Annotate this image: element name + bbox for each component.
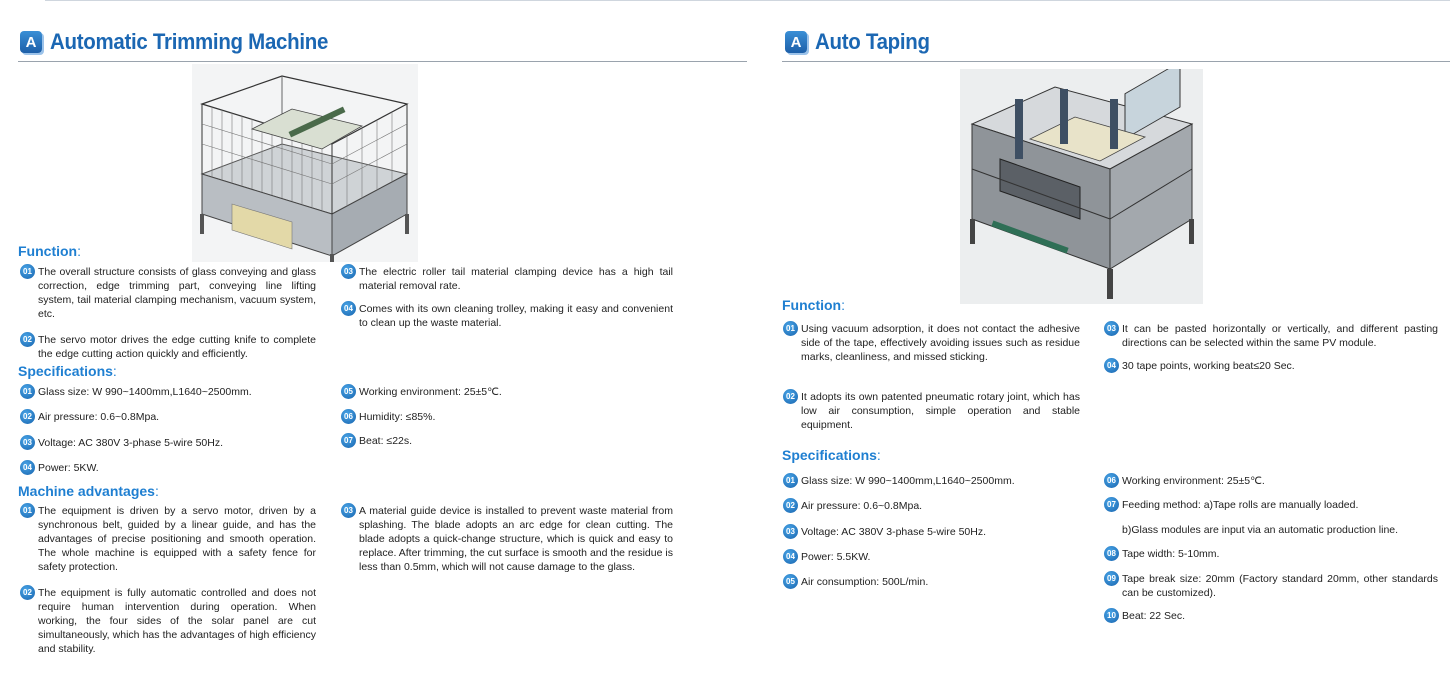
taping-title: Auto Taping [815, 29, 930, 54]
spec-item: 06 Humidity: ≤85%. [341, 410, 641, 424]
title-rule [782, 61, 1450, 62]
spec-item: 02 Air pressure: 0.6~0.8Mpa. [20, 410, 320, 424]
trimming-machine-image [192, 64, 418, 262]
spec-item: 10 Beat: 22 Sec. [1104, 609, 1438, 623]
title-rule [18, 61, 747, 62]
number-icon: 05 [783, 574, 798, 589]
list-item: 01 The equipment is driven by a servo motor, driven by a synchronous belt, guided by a linear guide, and has the advantages of precise positioning and smooth operation. The whole machine is equipped with a safety fence for safety protection. [20, 504, 316, 574]
number-icon: 02 [783, 389, 798, 404]
number-icon: 01 [20, 503, 35, 518]
spec-item: 04 Power: 5KW. [20, 461, 320, 475]
list-item: 02 It adopts its own patented pneumatic rotary joint, which has low air consumption, simple operation and stable equipment. [783, 390, 1080, 432]
function-heading: Function: [18, 243, 81, 259]
number-icon: 04 [341, 301, 356, 316]
top-border [45, 0, 1450, 1]
spec-item: 03 Voltage: AC 380V 3-phase 5-wire 50Hz. [20, 436, 320, 450]
list-item: 01 The overall structure consists of glass conveying and glass correction, edge trimming part, conveying line lifting system, tail material clamping mechanism, vacuum system, etc. [20, 265, 316, 321]
list-item: 03 A material guide device is installed to prevent waste material from splashing. The blade adopts an arc edge for clean cutting. The blade adopts a quick-change structure, which is quick and easy to replace. After trimming, the cut surface is smooth and the residue is less than 0.5mm, which will not cause damage to the glass. [341, 504, 673, 574]
list-item: 03 The electric roller tail material clamping device has a high tail material removal rate. [341, 265, 673, 293]
function-heading: Function: [782, 297, 845, 313]
trimming-title: Automatic Trimming Machine [50, 29, 329, 54]
spec-item: 03 Voltage: AC 380V 3-phase 5-wire 50Hz. [783, 525, 1083, 539]
number-icon: 08 [1104, 546, 1119, 561]
trimming-title-row [20, 29, 349, 55]
list-item: 02 The equipment is fully automatic controlled and does not require human intervention during operation. When working, the four sides of the solar panel are cut simultaneously, which has the advantages of high efficiency and stability. [20, 586, 316, 656]
list-item: 01 Using vacuum adsorption, it does not contact the adhesive side of the tape, effectively avoiding issues such as residue marks, cleanliness, and missed sticking. [783, 322, 1080, 364]
number-icon: 07 [1104, 497, 1119, 512]
section-badge-icon: A [20, 31, 42, 53]
number-icon: 07 [341, 433, 356, 448]
number-icon: 01 [20, 384, 35, 399]
spec-item: 04 Power: 5.5KW. [783, 550, 1083, 564]
number-icon: 06 [1104, 473, 1119, 488]
advantages-heading: Machine advantages: [18, 483, 159, 499]
list-item: 04 Comes with its own cleaning trolley, making it easy and convenient to clean up the waste material. [341, 302, 673, 330]
number-icon: 04 [783, 549, 798, 564]
specifications-heading: Specifications: [18, 363, 117, 379]
spec-item: 07 Feeding method: a)Tape rolls are manually loaded. [1104, 498, 1438, 512]
spec-item: 05 Air consumption: 500L/min. [783, 575, 1083, 589]
taping-title-row [785, 29, 938, 55]
number-icon: 03 [341, 264, 356, 279]
number-icon: 06 [341, 409, 356, 424]
number-icon: 02 [20, 332, 35, 347]
number-icon: 10 [1104, 608, 1119, 623]
list-item: 02 The servo motor drives the edge cutting knife to complete the edge cutting action quickly and efficiently. [20, 333, 316, 361]
number-icon: 05 [341, 384, 356, 399]
number-icon: 01 [20, 264, 35, 279]
section-badge-icon: A [785, 31, 807, 53]
number-icon: 02 [20, 585, 35, 600]
number-icon: 03 [1104, 321, 1119, 336]
taping-machine-image [960, 69, 1203, 304]
spec-item: 08 Tape width: 5-10mm. [1104, 547, 1438, 561]
spec-item: b)Glass modules are input via an automatic production line. [1122, 524, 1399, 536]
specifications-heading: Specifications: [782, 447, 881, 463]
number-icon: 03 [783, 524, 798, 539]
number-icon: 09 [1104, 571, 1119, 586]
spec-item: 06 Working environment: 25±5℃. [1104, 474, 1438, 488]
list-item: 03 It can be pasted horizontally or vertically, and different pasting directions can be selected within the same PV module. [1104, 322, 1438, 350]
spec-item: 07 Beat: ≤22s. [341, 434, 641, 448]
spec-item: 01 Glass size: W 990~1400mm,L1640~2500mm. [20, 385, 320, 399]
list-item: 04 30 tape points, working beat≤20 Sec. [1104, 359, 1438, 373]
spec-item: 02 Air pressure: 0.6~0.8Mpa. [783, 499, 1083, 513]
number-icon: 04 [20, 460, 35, 475]
number-icon: 01 [783, 321, 798, 336]
number-icon: 03 [20, 435, 35, 450]
number-icon: 03 [341, 503, 356, 518]
number-icon: 04 [1104, 358, 1119, 373]
number-icon: 01 [783, 473, 798, 488]
spec-item: 05 Working environment: 25±5℃. [341, 385, 641, 399]
spec-item: 01 Glass size: W 990~1400mm,L1640~2500mm. [783, 474, 1083, 488]
spec-item: 09 Tape break size: 20mm (Factory standard 20mm, other standards can be customized). [1104, 572, 1438, 600]
number-icon: 02 [20, 409, 35, 424]
number-icon: 02 [783, 498, 798, 513]
